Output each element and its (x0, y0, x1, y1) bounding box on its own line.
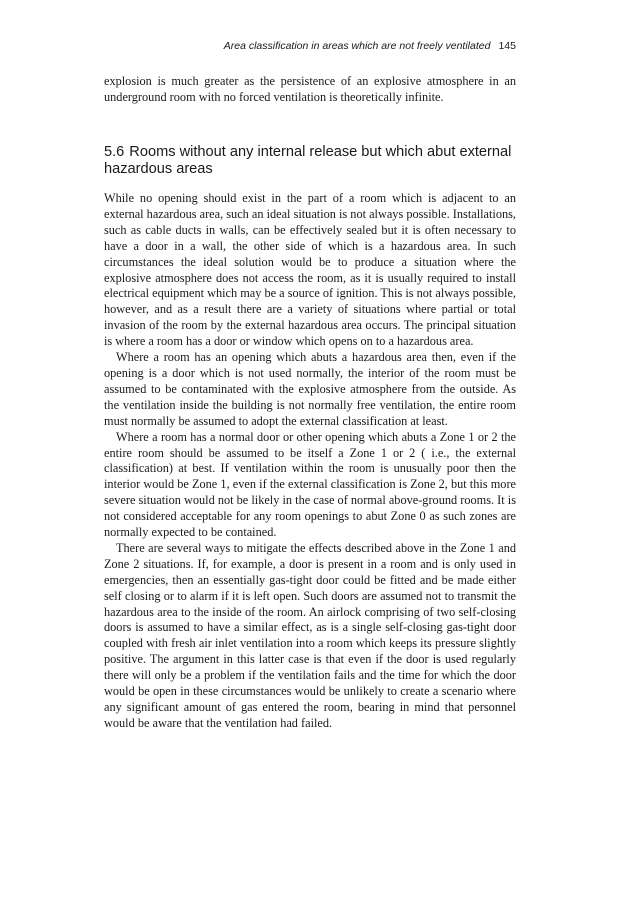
section-number: 5.6 (104, 144, 125, 160)
intro-paragraph: explosion is much greater as the persistence of an explosive atmosphere in an underground room with no forced ventilation is theoretically infinite. (104, 74, 516, 104)
section-heading (104, 144, 516, 178)
running-head-title: Area classification in areas which are not freely ventilated (223, 40, 491, 52)
section-title: Rooms without any internal release but which abut external hazardous areas (104, 144, 512, 177)
section-paragraph: There are several ways to mitigate the effects described above in the Zone 1 and Zone 2 situations. If, for example, a door is present in a room and is only used in emergencies, then an essentially gas-tight door could be fitted and be made either self closing or to alarm if it is left open. Such doors are assumed not to transmit the hazardous area to the inside of the room. An airlock comprising of two self-closing doors is assumed to have a similar effect, as is a single self-closing gas-tight door coupled with fresh air inlet ventilation into a room which keeps its pressure slightly positive. The argument in this latter case is that even if the door is used regularly there will only be a problem if the ventilation fails and the time for which the door would be open in these circumstances would be unlikely to create a scenario where any significant amount of gas entered the room, bearing in mind that personnel would be aware that the ventilation had failed. (104, 540, 516, 730)
section-body (104, 191, 516, 732)
running-head (224, 40, 516, 52)
section-paragraph: Where a room has a normal door or other opening which abuts a Zone 1 or 2 the entire room should be assumed to be itself a Zone 1 or 2 ( i.e., the external classification) at best. If ventilation within the room is unusually poor then the interior would be Zone 1, even if the external classification is Zone 2, but this more severe situation would not be likely in the case of normal above-ground rooms. It is not considered acceptable for any room openings to abut Zone 0 as such zones are normally expected to be contained. (104, 429, 516, 540)
section-paragraph: Where a room has an opening which abuts a hazardous area then, even if the opening is a door which is not used normally, the interior of the room must be assumed to be contaminated with the explosive atmosphere from the outside. As the ventilation inside the building is not normally free ventilation, the entire room must normally be assumed to adopt the external classification at least. (104, 350, 516, 428)
section-paragraph: While no opening should exist in the part of a room which is adjacent to an external hazardous area, such an ideal situation is not always possible. Installations, such as cable ducts in walls, can be effectively sealed but it is often necessary to have a door in a wall, the other side of which is a hazardous area. In such circumstances the ideal solution would be to produce a situation where the explosive atmosphere does not access the room, as it is usually required to install electrical equipment which may be a source of ignition. This is not always possible, however, and as a result there are a variety of situations where partial or total invasion of the room by the external hazardous area occurs. The principal situation is where a room has a door or window which opens on to a hazardous area. (104, 191, 516, 349)
page-number: 145 (498, 40, 516, 52)
